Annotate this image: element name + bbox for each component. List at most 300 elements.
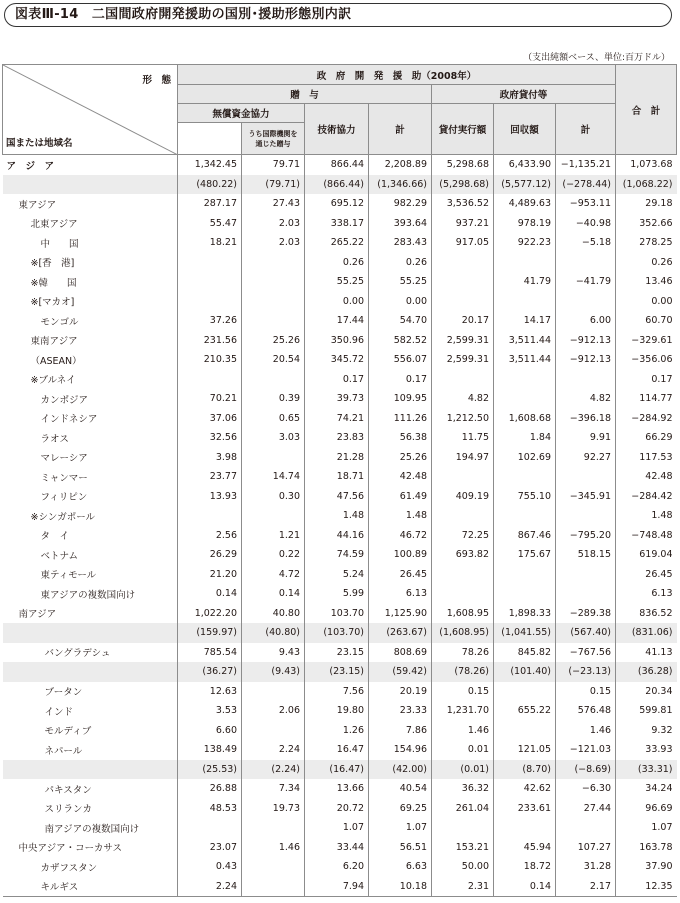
value-cell [242,721,305,741]
value-cell: (16.47) [305,760,369,780]
value-cell: (159.97) [178,623,242,643]
value-cell: 2,208.89 [369,155,432,175]
value-cell: (40.80) [242,623,305,643]
value-cell [178,272,242,292]
table-row [3,331,677,351]
value-cell [242,448,305,468]
value-cell: 50.00 [432,857,494,877]
value-cell: 1.48 [369,506,432,526]
value-cell: 6,433.90 [494,155,556,175]
value-cell: 74.21 [305,409,369,429]
value-cell [494,818,556,838]
value-cell [242,506,305,526]
value-cell: 55.25 [369,272,432,292]
value-cell: 109.95 [369,389,432,409]
value-cell: 1.46 [432,721,494,741]
value-cell: 3.03 [242,428,305,448]
table-row [3,233,677,253]
value-cell: 345.72 [305,350,369,370]
value-cell: 1,898.33 [494,604,556,624]
value-cell [242,818,305,838]
value-cell: 1.07 [616,818,677,838]
value-cell: 2.03 [242,214,305,234]
value-cell: 1,212.50 [432,409,494,429]
table-row [3,448,677,468]
value-cell: −912.13 [556,331,616,351]
table-row [3,487,677,507]
value-cell: 13.46 [616,272,677,292]
value-cell: 287.17 [178,194,242,214]
value-cell: 556.07 [369,350,432,370]
value-cell: 1.07 [369,818,432,838]
header-kaishu: 回収額 [494,104,556,155]
value-cell [556,565,616,585]
value-cell: 0.26 [369,253,432,273]
value-cell: 70.21 [178,389,242,409]
value-cell [242,272,305,292]
value-cell [494,389,556,409]
value-cell: (1,346.66) [369,175,432,195]
region-name: 北東アジア [30,219,78,231]
region-name: （ASEAN） [30,355,82,367]
value-cell: 1.26 [305,721,369,741]
region-name: 東アジア [18,199,57,211]
value-cell: 154.96 [369,740,432,760]
value-cell [178,370,242,390]
region-name: ア ジ ア [3,155,178,175]
value-cell: 37.06 [178,409,242,429]
value-cell: 6.20 [305,857,369,877]
value-cell: 0.26 [616,253,677,273]
value-cell: 917.05 [432,233,494,253]
value-cell: (0.01) [432,760,494,780]
value-cell: 33.93 [616,740,677,760]
value-cell [556,506,616,526]
value-cell: 107.27 [556,838,616,858]
value-cell: 23.77 [178,467,242,487]
region-name: ※シンガポール [30,511,96,523]
header-gijutsu: 技術協力 [305,104,369,155]
region-name [3,662,178,682]
table-header [3,65,677,155]
value-cell: 845.82 [494,643,556,663]
value-cell: 2,599.31 [432,350,494,370]
value-cell [432,272,494,292]
value-cell: 42.48 [369,467,432,487]
value-cell [556,467,616,487]
value-cell: 283.43 [369,233,432,253]
value-cell: 1.48 [616,506,677,526]
value-cell: 0.43 [178,857,242,877]
value-cell: −6.30 [556,779,616,799]
region-name: タ イ [40,531,70,543]
value-cell: −289.38 [556,604,616,624]
value-cell: 41.79 [494,272,556,292]
region-name: 南アジアの複数国向け [44,823,140,835]
region-name: 中 国 [40,238,79,250]
value-cell: 4.82 [432,389,494,409]
table-row [3,272,677,292]
value-cell [242,857,305,877]
table-row [3,838,677,858]
value-cell: 4,489.63 [494,194,556,214]
value-cell: 695.12 [305,194,369,214]
header-gokei: 合 計 [616,65,677,155]
table-row [3,799,677,819]
value-cell: 31.28 [556,857,616,877]
value-cell: (567.40) [556,623,616,643]
header-katachi: 形 態 [142,75,171,86]
region-name: ネパール [44,745,83,757]
header-seifu: 政 府 開 発 援 助（2008年） [178,65,616,85]
value-cell: 23.07 [178,838,242,858]
value-cell: 0.01 [432,740,494,760]
value-cell: 0.14 [494,877,556,897]
value-cell: 2,599.31 [432,331,494,351]
region-name: ※ブルネイ [30,375,76,387]
value-cell: (78.26) [432,662,494,682]
header-uchi-text: うち国際機関を通じた贈与 [248,129,298,148]
value-cell: 210.35 [178,350,242,370]
table-row [3,565,677,585]
value-cell: 27.43 [242,194,305,214]
table-row [3,214,677,234]
value-cell [178,506,242,526]
region-name: 東ティモール [40,570,97,582]
value-cell: −284.92 [616,409,677,429]
table-row-sub [3,175,677,195]
value-cell: 14.74 [242,467,305,487]
value-cell: 66.29 [616,428,677,448]
value-cell: 619.04 [616,545,677,565]
value-cell: 39.73 [305,389,369,409]
value-cell: 2.56 [178,526,242,546]
value-cell: −912.13 [556,350,616,370]
value-cell: 7.56 [305,682,369,702]
table-row-sub [3,623,677,643]
value-cell: 937.21 [432,214,494,234]
region-name: モンゴル [40,316,79,328]
value-cell [556,253,616,273]
table-row [3,409,677,429]
value-cell: 1.48 [305,506,369,526]
table-row [3,194,677,214]
value-cell [432,370,494,390]
value-cell: 13.66 [305,779,369,799]
region-name: ※[マカオ] [30,297,75,309]
value-cell: 982.29 [369,194,432,214]
table-row-sub [3,662,677,682]
value-cell: 138.49 [178,740,242,760]
table-row [3,818,677,838]
value-cell [432,292,494,312]
value-cell: 518.15 [556,545,616,565]
value-cell: 14.17 [494,311,556,331]
table-row [3,682,677,702]
value-cell [494,721,556,741]
table-row [3,155,677,175]
value-cell: 278.25 [616,233,677,253]
value-cell: 2.03 [242,233,305,253]
value-cell: 41.13 [616,643,677,663]
value-cell [242,682,305,702]
value-cell: 117.53 [616,448,677,468]
value-cell: 9.32 [616,721,677,741]
value-cell: (33.31) [616,760,677,780]
value-cell: 61.49 [369,487,432,507]
table-row [3,526,677,546]
value-cell: 55.47 [178,214,242,234]
value-cell: 32.56 [178,428,242,448]
value-cell: 785.54 [178,643,242,663]
value-cell: 194.97 [432,448,494,468]
value-cell: 0.17 [616,370,677,390]
value-cell: 261.04 [432,799,494,819]
value-cell: 33.44 [305,838,369,858]
value-cell: 55.25 [305,272,369,292]
header-kei1: 計 [369,104,432,155]
value-cell: (25.53) [178,760,242,780]
value-cell [494,506,556,526]
value-cell: 1.46 [556,721,616,741]
value-cell: 23.83 [305,428,369,448]
value-cell: 10.18 [369,877,432,897]
value-cell: 42.48 [616,467,677,487]
value-cell: 4.72 [242,565,305,585]
region-name: インド [44,706,74,718]
value-cell: −345.91 [556,487,616,507]
value-cell [556,584,616,604]
value-cell: (263.67) [369,623,432,643]
header-musho: 無償資金協力 [178,104,305,123]
value-cell: 96.69 [616,799,677,819]
value-cell: 26.29 [178,545,242,565]
value-cell: 6.60 [178,721,242,741]
region-name: バングラデシュ [44,648,111,660]
value-cell: (36.27) [178,662,242,682]
value-cell: (79.71) [242,175,305,195]
value-cell [432,506,494,526]
value-cell [494,565,556,585]
value-cell: 42.62 [494,779,556,799]
value-cell [556,370,616,390]
value-cell: 114.77 [616,389,677,409]
region-name: マレーシア [40,453,88,465]
value-cell: 23.15 [305,643,369,663]
value-cell: −767.56 [556,643,616,663]
value-cell: 13.93 [178,487,242,507]
value-cell: 18.72 [494,857,556,877]
header-region: 国または地域名 [6,138,73,149]
table-body [3,155,677,897]
value-cell: 175.67 [494,545,556,565]
region-name: スリランカ [44,804,93,816]
region-name: ミャンマー [40,472,88,484]
table-row [3,292,677,312]
value-cell: 19.73 [242,799,305,819]
value-cell: 2.24 [178,877,242,897]
value-cell: 2.17 [556,877,616,897]
value-cell: (23.15) [305,662,369,682]
value-cell [494,467,556,487]
value-cell: 20.17 [432,311,494,331]
value-cell: 60.70 [616,311,677,331]
region-name: ベトナム [40,550,79,562]
value-cell: 25.26 [369,448,432,468]
value-cell: 0.39 [242,389,305,409]
value-cell: 2.31 [432,877,494,897]
value-cell: 1,073.68 [616,155,677,175]
value-cell: 79.71 [242,155,305,175]
header-musho-blank [178,123,242,155]
value-cell: 3.53 [178,701,242,721]
region-name: 中央アジア・コーカサス [18,843,123,855]
value-cell: 3,511.44 [494,331,556,351]
value-cell: 1.07 [305,818,369,838]
region-name: 南アジア [18,609,57,621]
value-cell [242,370,305,390]
value-cell [432,565,494,585]
value-cell: 16.47 [305,740,369,760]
value-cell: 37.90 [616,857,677,877]
value-cell: 19.80 [305,701,369,721]
value-cell [242,253,305,273]
value-cell: −121.03 [556,740,616,760]
table-row [3,643,677,663]
value-cell: 231.56 [178,331,242,351]
table-row [3,779,677,799]
region-name: 東アジアの複数国向け [40,589,136,601]
value-cell: 693.82 [432,545,494,565]
value-cell: 393.64 [369,214,432,234]
value-cell: (103.70) [305,623,369,643]
value-cell: 74.59 [305,545,369,565]
value-cell: 0.00 [369,292,432,312]
table-row [3,350,677,370]
value-cell: 5.99 [305,584,369,604]
value-cell: 111.26 [369,409,432,429]
value-cell: (9.43) [242,662,305,682]
oda-table [2,64,677,897]
value-cell [242,877,305,897]
value-cell: 44.16 [305,526,369,546]
value-cell: 153.21 [432,838,494,858]
region-name: キルギス [40,882,79,894]
value-cell: 26.45 [369,565,432,585]
value-cell: 0.22 [242,545,305,565]
value-cell: 867.46 [494,526,556,546]
value-cell: 0.65 [242,409,305,429]
value-cell: 6.13 [616,584,677,604]
value-cell: 5.24 [305,565,369,585]
value-cell: −329.61 [616,331,677,351]
value-cell: 0.15 [432,682,494,702]
value-cell: 3,511.44 [494,350,556,370]
table-row [3,721,677,741]
value-cell: 25.26 [242,331,305,351]
value-cell: 46.72 [369,526,432,546]
table-row [3,311,677,331]
region-name [3,623,178,643]
value-cell: 655.22 [494,701,556,721]
header-corner [3,65,178,155]
value-cell: 20.54 [242,350,305,370]
value-cell: 34.24 [616,779,677,799]
value-cell: 11.75 [432,428,494,448]
region-name: カザフスタン [40,862,98,874]
value-cell: 92.27 [556,448,616,468]
value-cell: 0.15 [556,682,616,702]
table-row [3,370,677,390]
value-cell: 21.20 [178,565,242,585]
value-cell: 17.44 [305,311,369,331]
value-cell: 72.25 [432,526,494,546]
region-name: インドネシア [40,414,98,426]
value-cell: 23.33 [369,701,432,721]
value-cell: 18.21 [178,233,242,253]
value-cell: (480.22) [178,175,242,195]
region-name [3,175,178,195]
value-cell: 836.52 [616,604,677,624]
value-cell: (1,041.55) [494,623,556,643]
table-row [3,877,677,897]
value-cell: 69.25 [369,799,432,819]
value-cell: 1,608.68 [494,409,556,429]
table-row [3,701,677,721]
value-cell: 45.94 [494,838,556,858]
region-name: パキスタン [44,784,92,796]
value-cell: 866.44 [305,155,369,175]
value-cell: 102.69 [494,448,556,468]
value-cell: 0.26 [305,253,369,273]
header-zouyo: 贈 与 [178,85,432,104]
value-cell: 2.24 [242,740,305,760]
value-cell: 9.91 [556,428,616,448]
value-cell: 163.78 [616,838,677,858]
value-cell: −284.42 [616,487,677,507]
value-cell: 1,125.90 [369,604,432,624]
table-row [3,584,677,604]
value-cell [556,292,616,312]
value-cell: 1.21 [242,526,305,546]
value-cell [178,292,242,312]
value-cell: 103.70 [305,604,369,624]
unit-note: （支出純額ベース、単位:百万ドル） [523,53,670,63]
value-cell: 409.19 [432,487,494,507]
value-cell: 1.84 [494,428,556,448]
value-cell: 40.80 [242,604,305,624]
value-cell: 599.81 [616,701,677,721]
value-cell: 40.54 [369,779,432,799]
value-cell: (5,298.68) [432,175,494,195]
header-kei2: 計 [556,104,616,155]
value-cell: 4.82 [556,389,616,409]
value-cell [494,584,556,604]
value-cell: 0.17 [369,370,432,390]
value-cell: 1,231.70 [432,701,494,721]
value-cell: (831.06) [616,623,677,643]
value-cell: 352.66 [616,214,677,234]
value-cell: 47.56 [305,487,369,507]
value-cell: (1,068.22) [616,175,677,195]
value-cell: (36.28) [616,662,677,682]
header-uchi [242,123,305,155]
value-cell: 12.35 [616,877,677,897]
value-cell: 922.23 [494,233,556,253]
value-cell: 9.43 [242,643,305,663]
value-cell: 7.86 [369,721,432,741]
value-cell: (101.40) [494,662,556,682]
